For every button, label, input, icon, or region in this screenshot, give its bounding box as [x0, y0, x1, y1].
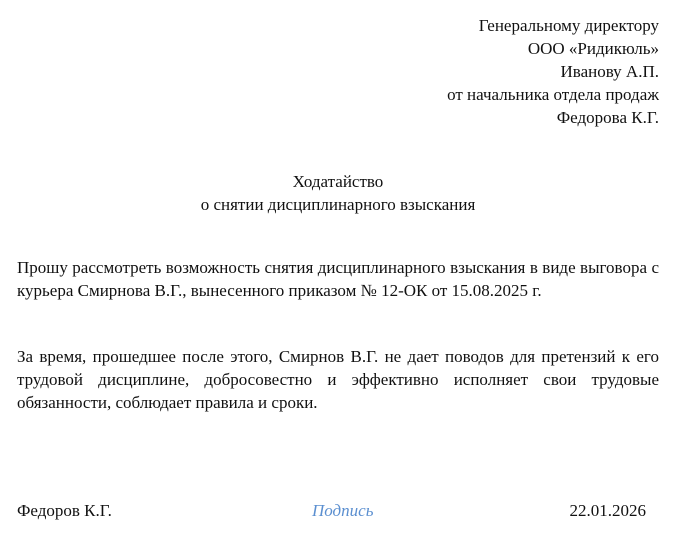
addressee-company: ООО «Ридикюль»: [527, 39, 659, 58]
body-paragraph-request: Прошу рассмотреть возможность снятия дисциплинарного взыскания в виде выговора с курьера Смирнова В.Г., вынесенного приказом № 12-ОК от 15.08.2025 г.: [17, 258, 659, 300]
signer-name: Федоров К.Г.: [17, 501, 112, 520]
signature-placeholder: Подпись: [312, 501, 374, 520]
sender-position: от начальника отдела продаж: [447, 85, 659, 104]
sender-name: Федорова К.Г.: [556, 108, 659, 127]
body-paragraph-justification: За время, прошедшее после этого, Смирнов В.Г. не дает поводов для претензий к его трудовой дисциплине, добросовестно и эффективно исполняет свои трудовые обязанности, соблюдает правила и сроки.: [17, 347, 659, 412]
signature-footer: [0, 499, 676, 522]
addressee-block: [447, 14, 659, 129]
document-title: [0, 170, 676, 216]
addressee-position: Генеральному директору: [478, 16, 659, 35]
document-date: 22.01.2026: [569, 501, 646, 520]
title-subheading: о снятии дисциплинарного взыскания: [200, 195, 476, 214]
title-heading: Ходатайство: [292, 172, 384, 191]
addressee-name: Иванову А.П.: [560, 62, 659, 81]
